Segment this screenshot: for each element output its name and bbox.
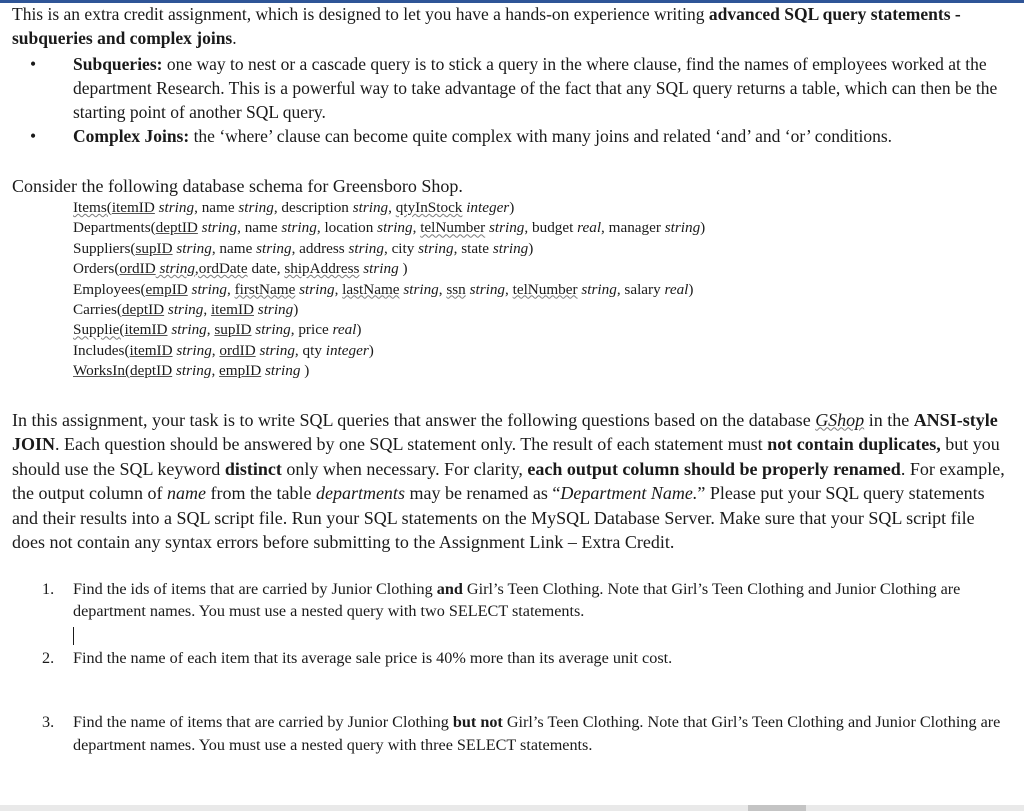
question-number: 1. (42, 579, 55, 598)
question-list (12, 578, 1012, 623)
schema-orders: Orders(ordID string,ordDate date, shipAddress string ) (73, 260, 408, 278)
horizontal-scrollbar[interactable] (0, 805, 1024, 811)
intro-text: This is an extra credit assignment, which is designed to let you have a hands-on experience writing (12, 4, 709, 24)
document-page (12, 2, 1012, 756)
schema-supplie: Supplie(itemID string, supID string, price real) (73, 321, 362, 339)
bullet-text: one way to nest or a cascade query is to stick a query in the where clause, find the names of employees worked at the department Research. This is a powerful way to take advantage of the fact that any SQL query returns a table, which can then be the starting point of another SQL query. (73, 54, 998, 122)
schema-items: Items(itemID string, name string, description string, qtyInStock integer) (73, 199, 515, 216)
text-cursor[interactable] (73, 627, 74, 645)
bullet-term: Subqueries: (73, 54, 163, 74)
bullet-list (12, 52, 1012, 148)
question-list-cont (12, 647, 1012, 757)
task-paragraph: In this assignment, your task is to write SQL queries that answer the following questions based on the database GShop in the ANSI-style JOIN. Each question should be answered by one SQL statement only. The result of each statement must not contain duplicates, but you should use the SQL keyword distinct only when necessary. For clarity, each output column should be properly renamed. For example, the output column of name from the table departments may be renamed as “Department Name.” Please put your SQL query statements and their results into a SQL script file. Run your SQL statements on the MySQL Database Server. Make sure that your SQL script file does not contain any syntax errors before submitting to the Assignment Link – Extra Credit. (12, 409, 1005, 553)
bullet-dot: • (30, 126, 37, 146)
bullet-dot: • (30, 54, 37, 74)
bullet-term: Complex Joins: (73, 126, 190, 146)
bullet-text: the ‘where’ clause can become quite complex with many joins and related ‘and’ and ‘or’ conditions. (189, 126, 893, 146)
scrollbar-thumb[interactable] (748, 805, 806, 811)
bullet-complex-joins (12, 124, 1012, 148)
schema-heading: Consider the following database schema for Greensboro Shop. (12, 176, 463, 196)
question-2: 2. Find the name of each item that its average sale price is 40% more than its average unit cost. (12, 647, 1012, 670)
intro-paragraph (12, 2, 1012, 50)
intro-period: . (232, 28, 237, 48)
schema-worksin: WorksIn(deptID string, empID string ) (73, 362, 310, 380)
schema-suppliers: Suppliers(supID string, name string, address string, city string, state string) (73, 239, 534, 257)
question-3: 3. Find the name of items that are carried by Junior Clothing but not Girl’s Teen Clothing. Note that Girl’s Teen Clothing and Junior Clothing are department names. You must use a nested query with three SELECT statements. (42, 713, 1001, 754)
intro-bold: advanced SQL query statements - subqueries and complex joins (12, 4, 961, 48)
bullet-subqueries (12, 52, 1012, 124)
question-number: 3. (42, 713, 55, 732)
schema-employees: Employees(empID string, firstName string, lastName string, ssn string, telNumber string, salary real) (73, 280, 694, 298)
schema-carries: Carries(deptID string, itemID string) (73, 301, 299, 319)
question-1: 1. Find the ids of items that are carried by Junior Clothing and Girl’s Teen Clothing. Note that Girl’s Teen Clothing and Junior Clothing are department names. You must use a nested query with two SELECT statements. (42, 579, 961, 621)
schema-includes: Includes(itemID string, ordID string, qty integer) (73, 341, 374, 359)
question-number: 2. (42, 648, 55, 667)
schema-departments: Departments(deptID string, name string, location string, telNumber string, budget real, manager string) (73, 219, 706, 237)
schema-list (12, 198, 1012, 382)
